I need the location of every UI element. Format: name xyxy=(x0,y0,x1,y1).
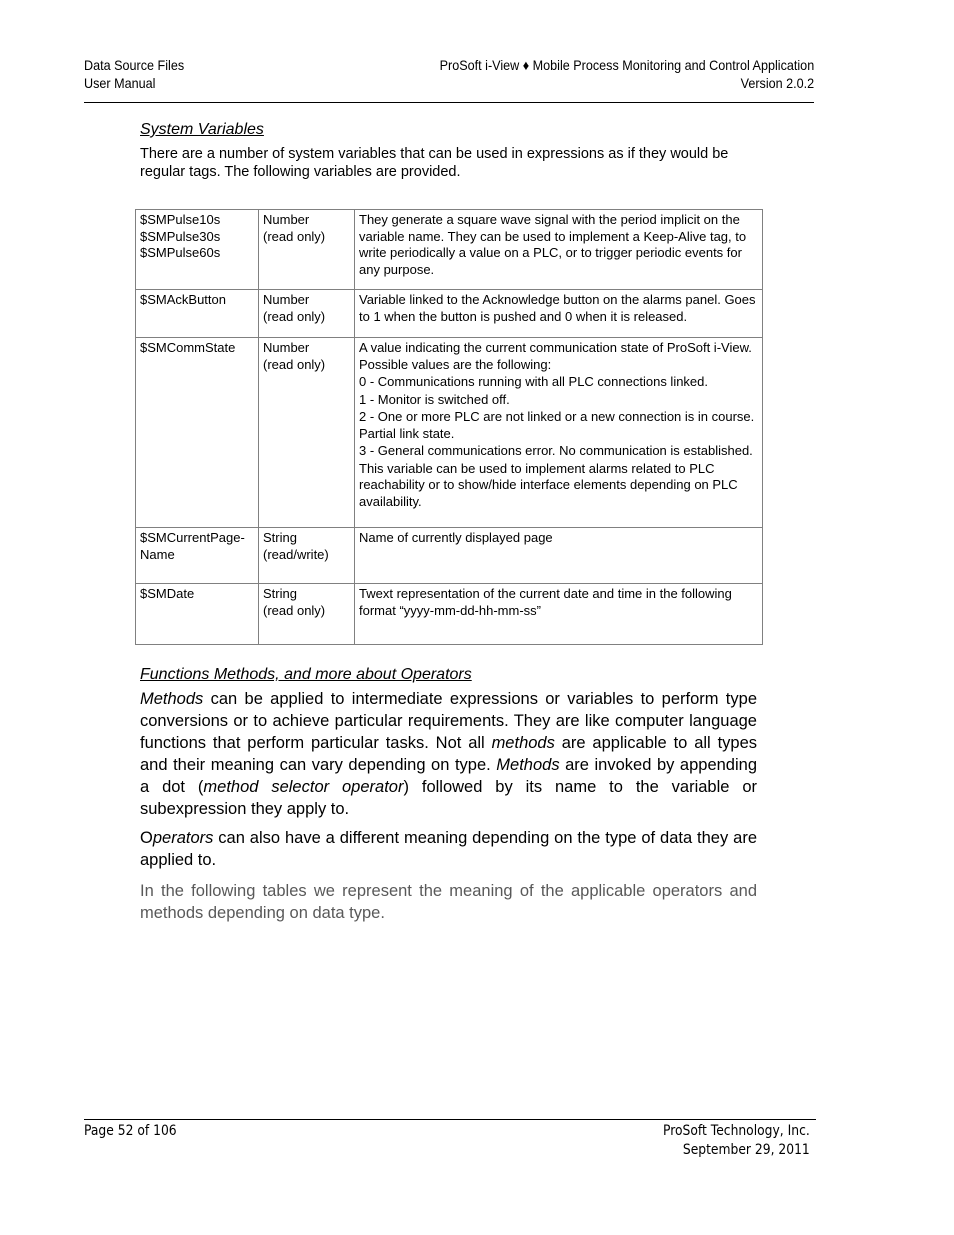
variable-type: Number xyxy=(263,212,310,227)
methods-term: Methods xyxy=(496,756,560,774)
footer-right xyxy=(663,1122,810,1160)
methods-text-1: can be applied to intermediate expressions or variables to perform type conversions or to achieve particular requirements. They are like computer language functions that perform particular tasks. Not all xyxy=(140,690,757,752)
variable-type-cell xyxy=(259,584,355,645)
variable-name: $SMCommState xyxy=(140,340,236,355)
variable-description-cell xyxy=(355,584,763,645)
header-doc-section: Data Source Files xyxy=(84,57,185,73)
table-row xyxy=(136,338,763,528)
header-doc-type: User Manual xyxy=(84,75,156,91)
variable-description: Name of currently displayed page xyxy=(359,530,553,545)
header-version: Version 2.0.2 xyxy=(740,75,814,91)
variable-name: $SMDate xyxy=(140,586,195,601)
variable-type-cell xyxy=(259,338,355,528)
variable-description: They generate a square wave signal with the period implicit on the variable name. They can be used to implement a Keep-Alive tag, to write periodically a value on a PLC, or to trigger periodic events for any purpose. xyxy=(359,212,747,277)
table-row xyxy=(136,528,763,584)
system-variables-intro: There are a number of system variables that can be used in expressions as if they would be regular tags. The following variables are provided. xyxy=(140,146,729,180)
variable-description-cell xyxy=(355,528,763,584)
variable-type: Number xyxy=(263,292,310,307)
variable-description: 3 - General communications error. No communication is established. xyxy=(359,443,753,458)
operators-paragraph xyxy=(140,827,757,871)
header-right xyxy=(439,56,814,92)
variable-description-cell xyxy=(355,338,763,528)
operators-text: can also have a different meaning depending on the type of data they are applied to. xyxy=(140,829,757,869)
variable-description: This variable can be used to implement alarms related to PLC reachability or to show/hide interface elements depending on PLC availability. xyxy=(359,460,738,509)
variable-type: (read only) xyxy=(263,356,326,372)
tables-intro-paragraph: In the following tables we represent the meaning of the applicable operators and methods depending on data type. xyxy=(140,882,757,922)
header-left xyxy=(84,56,184,92)
variable-name-cell xyxy=(136,290,259,338)
variable-name-cell xyxy=(136,210,259,290)
method-selector-operator-term: method selector operator xyxy=(203,778,404,796)
variable-description: 2 - One or more PLC are not linked or a new connection is in course. Partial link state. xyxy=(359,409,755,441)
page-number: Page 52 of 106 xyxy=(84,1123,177,1139)
methods-term: Methods xyxy=(140,690,204,708)
section-title-system-variables: System Variables xyxy=(140,121,264,138)
variable-type: String xyxy=(263,586,297,601)
variable-type-cell xyxy=(259,210,355,290)
variable-description: 0 - Communications running with all PLC connections linked. xyxy=(359,374,709,389)
variable-type: String xyxy=(263,530,297,545)
variable-description-cell xyxy=(355,290,763,338)
variable-type: (read only) xyxy=(263,308,326,324)
page-footer xyxy=(84,1119,816,1158)
variable-type: (read only) xyxy=(263,602,326,618)
section-title-functions-methods: Functions Methods, and more about Operators xyxy=(140,666,472,683)
header-product-title: ProSoft i-View ♦ Mobile Process Monitoring and Control Application xyxy=(439,57,814,73)
variable-name: $SMPulse10s xyxy=(140,212,221,227)
variable-description: Variable linked to the Acknowledge button on the alarms panel. Goes to 1 when the button is pushed and 0 when it is released. xyxy=(359,292,756,324)
footer-date: September 29, 2011 xyxy=(683,1142,810,1158)
table-row xyxy=(136,290,763,338)
variable-name-cell xyxy=(136,584,259,645)
methods-term: methods xyxy=(491,734,555,752)
variable-name-cell xyxy=(136,528,259,584)
variable-name: Name xyxy=(140,546,175,562)
methods-paragraph xyxy=(140,688,757,820)
variable-name: $SMCurrentPage- xyxy=(140,530,245,545)
footer-company: ProSoft Technology, Inc. xyxy=(663,1123,810,1139)
variable-type: Number xyxy=(263,340,310,355)
variable-description: Twext representation of the current date and time in the following format “yyyy-mm-dd-hh-mm-ss” xyxy=(359,586,732,618)
variable-name-cell xyxy=(136,338,259,528)
variable-description-cell xyxy=(355,210,763,290)
variable-name: $SMPulse60s xyxy=(140,245,221,260)
variable-type-cell xyxy=(259,290,355,338)
variable-type: (read only) xyxy=(263,228,326,244)
table-row xyxy=(136,210,763,290)
methods-text-3: are invoked by appending a dot ( xyxy=(140,756,757,796)
variable-description: 1 - Monitor is switched off. xyxy=(359,391,510,407)
page-header xyxy=(84,56,814,103)
system-variables-table xyxy=(135,209,763,645)
variable-description: A value indicating the current communication state of ProSoft i-View. Possible values are the following: xyxy=(359,340,752,372)
variable-name: $SMPulse30s xyxy=(140,228,221,244)
methods-text-2: are applicable to all types and their meaning can vary depending on type. xyxy=(140,734,758,774)
operators-term: perators xyxy=(152,829,214,847)
methods-text-4: ) followed by its name to the variable or subexpression they apply to. xyxy=(140,778,758,818)
variable-type-cell xyxy=(259,528,355,584)
variable-name: $SMAckButton xyxy=(140,292,226,307)
variable-type: (read/write) xyxy=(263,546,329,562)
table-row xyxy=(136,584,763,645)
operators-initial: O xyxy=(140,829,153,847)
